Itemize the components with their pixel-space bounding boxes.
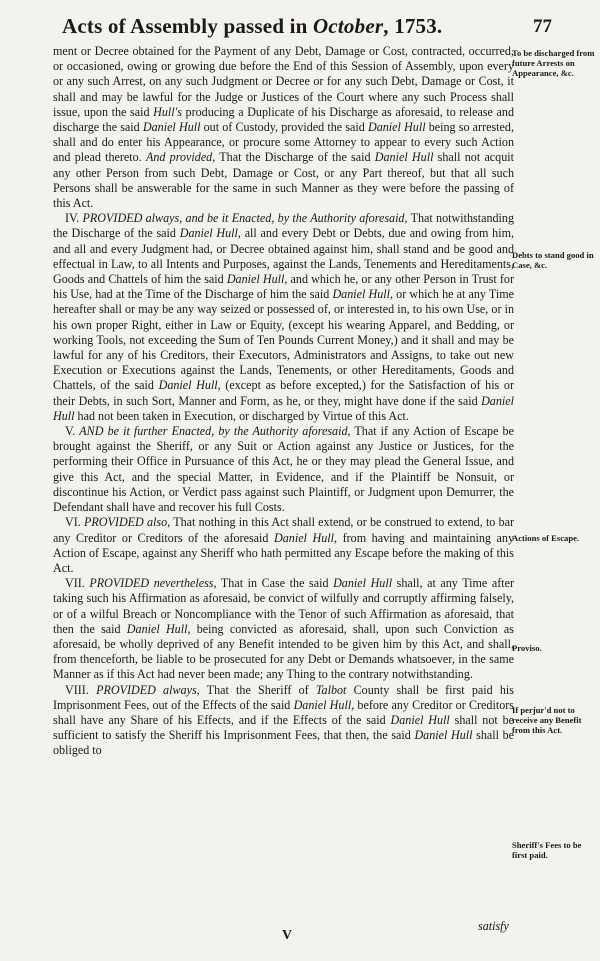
running-title: Acts of Assembly passed in October, 1753. (62, 14, 443, 38)
margin-note-debts: Debts to stand good in Case, &c. (512, 250, 594, 271)
margin-note-discharge: To be discharged from future Arrests on Appearance, &c. (512, 48, 595, 79)
margin-note-escape: Actions of Escape. (512, 533, 580, 543)
section-v: V. AND be it further Enacted, by the Authority aforesaid, That if any Action of Escape be brought against the Sheriff, or any Suit or Action against any Justice or Justices, for the performing their Office in Pursuance of this Act, he or they may plead the General Issue, and give this Act, and the special Matter, in Evidence, and if the Plaintiff be Nonsuit, or discontinue his Action, or Verdict pass against such Plaintiff, or Judgment upon Demurrer, the Defendant shall have and recover his full Costs. (53, 424, 514, 515)
section-vi: VI. PROVIDED also, That nothing in this Act shall extend, or be construed to extend, to bar any Creditor or Creditors of the aforesaid Daniel Hull, from having and maintaining any Action of Escape, against any Sheriff who hath permitted any Escape before the making of this Act. (53, 515, 515, 575)
margin-note-perjury: If perjur'd not to receive any Benefit from this Act. (512, 705, 582, 736)
signature-mark: V (282, 928, 293, 943)
paragraph-continuation: ment or Decree obtained for the Payment of any Debt, Damage or Cost, contracted, occurred, or occasioned, owing or growing due before the End of this Session of Assembly, upon every or any such Arrest, on any such Judgment or Decree or for any such Debt, Damage or Cost, it shall and may be lawful for the Judge or Justices of the Court where any such Process shall issue, upon the said Hull's producing a Duplicate of his Discharge as aforesaid, to release and discharge the said Daniel Hull out of Custody, provided the said Daniel Hull being so arrested, shall and do enter his Appearance, or procure some Attorney to appear to every such Action and plead thereto. And provided, That the Discharge of the said Daniel Hull shall not acquit any other Person from such Debt, Damage or Cost, or any Part thereof, but that all such Persons shall be answerable for the same in such Manner as they were before the passing of this Act. (53, 44, 515, 211)
section-iv: IV. PROVIDED always, and be it Enacted, by the Authority aforesaid, That notwithstanding the Discharge of the said Daniel Hull, all and every Debt or Debts, due and owing from him, and all and every Judgment had, or Decree obtained against him, shall stand and be good and effectual in Law, to all Intents and Purposes, against the Lands, Tenements and Hereditaments, Goods and Chattels of him the said Daniel Hull, and which he, or any other Person in Trust for his Use, had at the Time of the Discharge of him the said Daniel Hull, or which he at any Time hereafter shall or may be any way seized or possessed of, or interested in, to his own Use, or in his own proper Right, either in Law or Equity, (except his wearing Apparel, and Bedding, or working Tools, not exceeding the Sum of Ten Pounds Current Money,) and it shall and may be lawful for any of his Creditors, their Executors, Administrators and Assigns, to take out new Execution or Executions against the Lands, Tenements, or other Hereditaments, Goods and Chattels, of the said Daniel Hull, (except as before excepted,) for the Satisfaction of his or their Debts, in such Sort, Manner and Form, as he, or they, might have done if the said Daniel Hull had not been taken in Execution, or discharged by Virtue of this Act. (53, 211, 515, 423)
margin-note-sheriff-fees: Sheriff's Fees to be first paid. (512, 840, 582, 861)
margin-note-proviso: Proviso. (512, 643, 542, 653)
page-number: 77 (533, 16, 552, 37)
section-viii: VIII. PROVIDED always, That the Sheriff of Talbot County shall be first paid his Imprisonment Fees, out of the Effects of the said Daniel Hull, before any Creditor or Creditors shall have any Share of his Effects, and if the Effects of the said Daniel Hull shall not be sufficient to satisfy the Sheriff his Imprisonment Fees, that then, the said Daniel Hull shall be obliged to (53, 682, 514, 758)
catchword: satisfy (478, 919, 509, 933)
section-vii: VII. PROVIDED nevertheless, That in Case the said Daniel Hull shall, at any Time after taking such his Affirmation as aforesaid, be convict of wilfully and corruptly affirming falsely, or of a wilful Breach or Noncompliance with the Tenor of such Affirmation as aforesaid, that then the said Daniel Hull, being convicted as aforesaid, shall, upon such Conviction as aforesaid, be wholly deprived of any Benefit intended to be given him by this Act, and shall, from thenceforth, be liable to be prosecuted for any Debt or Demands whatsoever, in the same Manner as if this Act had never been made; any Thing to the contrary notwithstanding. (53, 576, 515, 682)
